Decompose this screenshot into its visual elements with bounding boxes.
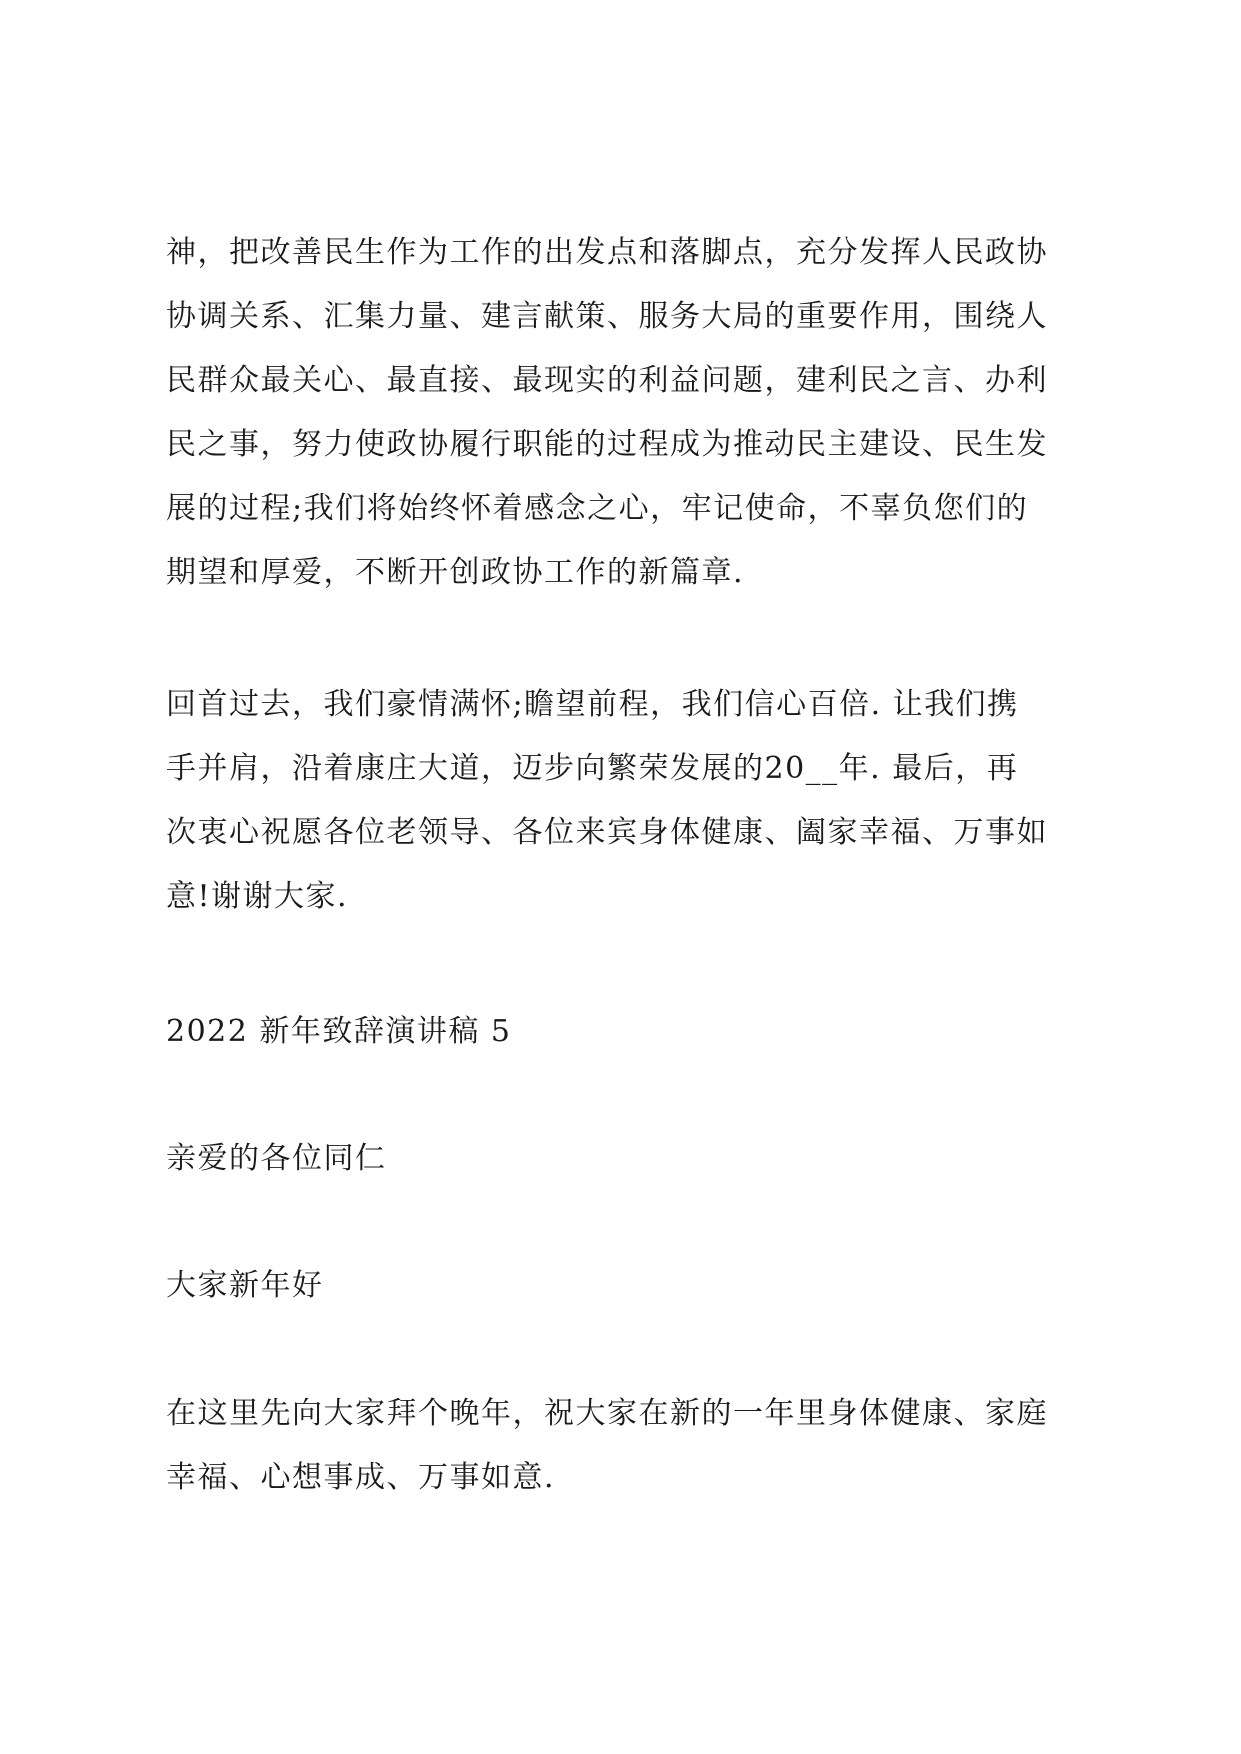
salutation [166,1127,1096,1191]
paragraph-2 [166,673,1096,929]
salutation-text: 亲爱的各位同仁 [166,1141,387,1176]
paragraph-1 [166,221,1096,605]
paragraph-line: 民群众最关心、最直接、最现实的利益问题，建利民之言、办利 [166,363,1048,398]
paragraph-line: 民之事，努力使政协履行职能的过程成为推动民主建设、民生发 [166,427,1048,462]
paragraph-line: 展的过程;我们将始终怀着感念之心，牢记使命，不辜负您们的 [166,491,1029,526]
paragraph-line: 次衷心祝愿各位老领导、各位来宾身体健康、阖家幸福、万事如 [166,815,1048,850]
paragraph-line: 神，把改善民生作为工作的出发点和落脚点，充分发挥人民政协 [166,235,1048,270]
paragraph-line: 幸福、心想事成、万事如意. [166,1460,556,1495]
heading-text: 2022 新年致辞演讲稿 5 [166,1014,512,1049]
paragraph-line: 在这里先向大家拜个晚年，祝大家在新的一年里身体健康、家庭 [166,1396,1048,1431]
paragraph-line: 期望和厚爱，不断开创政协工作的新篇章. [166,555,745,590]
paragraph-line: 意!谢谢大家. [166,879,349,914]
paragraph-line: 回首过去，我们豪情满怀;瞻望前程，我们信心百倍. 让我们携 [166,687,1019,722]
greeting-text: 大家新年好 [166,1268,324,1303]
paragraph-3 [166,1382,1096,1510]
new-year-greeting [166,1254,1096,1318]
paragraph-line: 手并肩，沿着康庄大道，迈步向繁荣发展的20__年. 最后，再 [166,751,1019,786]
section-heading [166,1000,1096,1064]
paragraph-line: 协调关系、汇集力量、建言献策、服务大局的重要作用，围绕人 [166,299,1048,334]
